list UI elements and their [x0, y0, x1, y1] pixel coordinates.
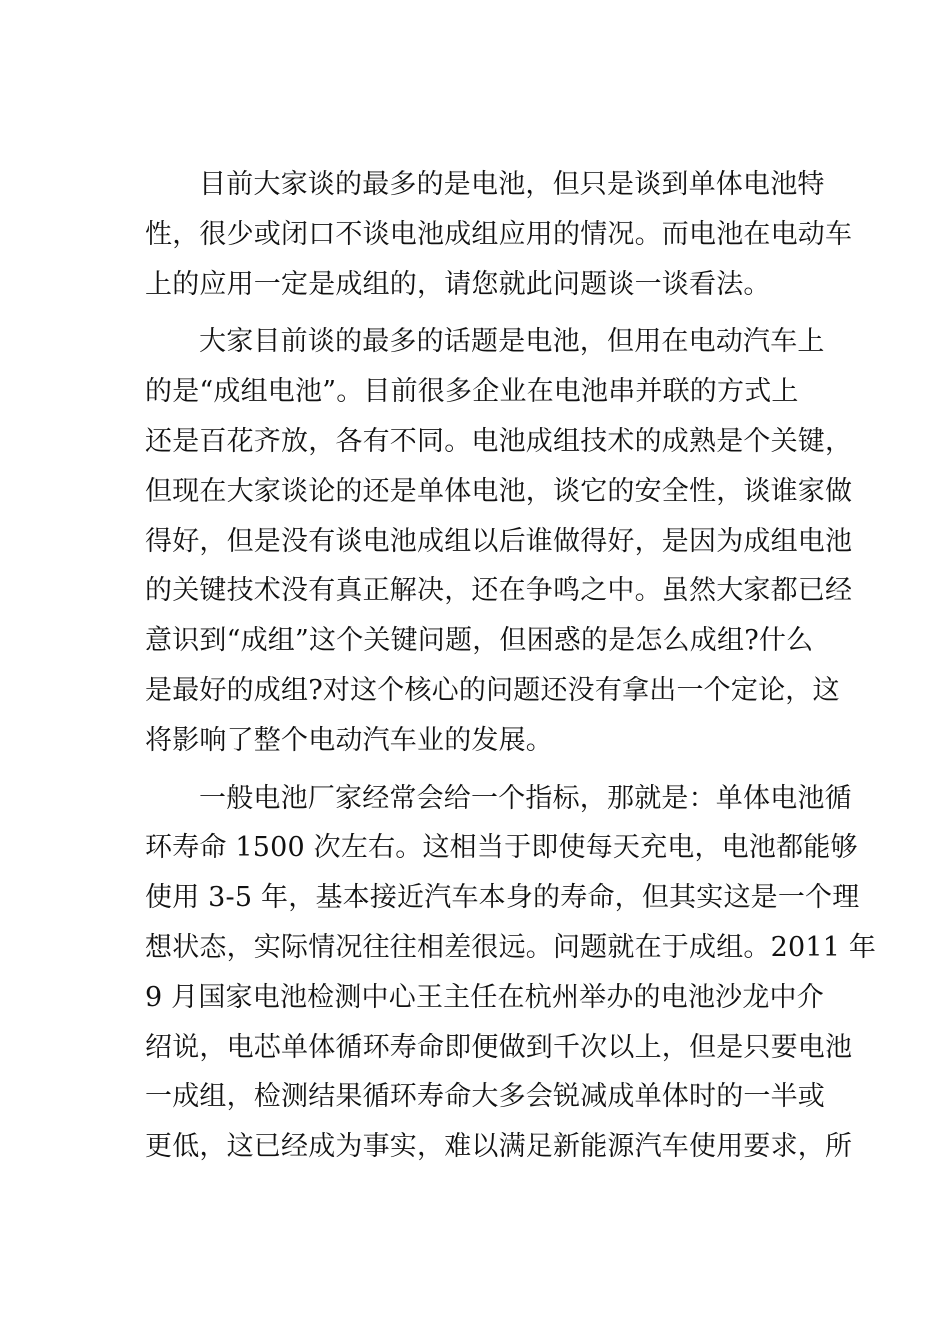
text-line: 目前大家谈的最多的是电池，但只是谈到单体电池特	[199, 169, 825, 200]
text-line: 的是“成组电池”。目前很多企业在电池串并联的方式上	[145, 376, 799, 408]
text-line: 的关键技术没有真正解决，还在争鸣之中。虽然大家都已经	[145, 575, 853, 607]
text-line: 一成组，检测结果循环寿命大多会锐减成单体时的一半或	[145, 1081, 825, 1113]
text-line: 上的应用一定是成组的，请您就此问题谈一谈看法。	[145, 268, 771, 300]
text-line: 是最好的成组?对这个核心的问题还没有拿出一个定论，这	[145, 674, 840, 706]
paragraph-question	[145, 160, 853, 309]
text-line: 但现在大家谈论的还是单体电池，谈它的安全性，谈谁家做	[145, 475, 853, 507]
text-line: 使用 3-5 年，基本接近汽车本身的寿命，但其实这是一个理	[145, 882, 860, 914]
text-line: 得好，但是没有谈电池成组以后谁做得好，是因为成组电池	[145, 525, 853, 557]
document-body	[145, 160, 877, 1180]
text-line: 将影响了整个电动汽车业的发展。	[145, 724, 553, 756]
text-line: 还是百花齐放，各有不同。电池成组技术的成熟是个关键，	[145, 425, 853, 457]
paragraph-answer-2	[145, 774, 877, 1172]
text-line: 更低，这已经成为事实，难以满足新能源汽车使用要求，所	[145, 1131, 853, 1163]
text-line: 大家目前谈的最多的话题是电池，但用在电动汽车上	[199, 326, 825, 358]
text-line: 绍说，电芯单体循环寿命即便做到千次以上，但是只要电池	[145, 1031, 853, 1063]
text-line: 环寿命 1500 次左右。这相当于即使每天充电，电池都能够	[145, 832, 858, 864]
text-line: 9 月国家电池检测中心王主任在杭州举办的电池沙龙中介	[145, 981, 824, 1013]
text-line: 一般电池厂家经常会给一个指标，那就是：单体电池循	[199, 782, 852, 814]
text-line: 想状态，实际情况往往相差很远。问题就在于成组。2011 年	[145, 931, 877, 963]
text-line: 性，很少或闭口不谈电池成组应用的情况。而电池在电动车	[145, 218, 853, 250]
text-line: 意识到“成组”这个关键问题，但困惑的是怎么成组?什么	[145, 625, 814, 657]
paragraph-answer-1	[145, 317, 853, 765]
